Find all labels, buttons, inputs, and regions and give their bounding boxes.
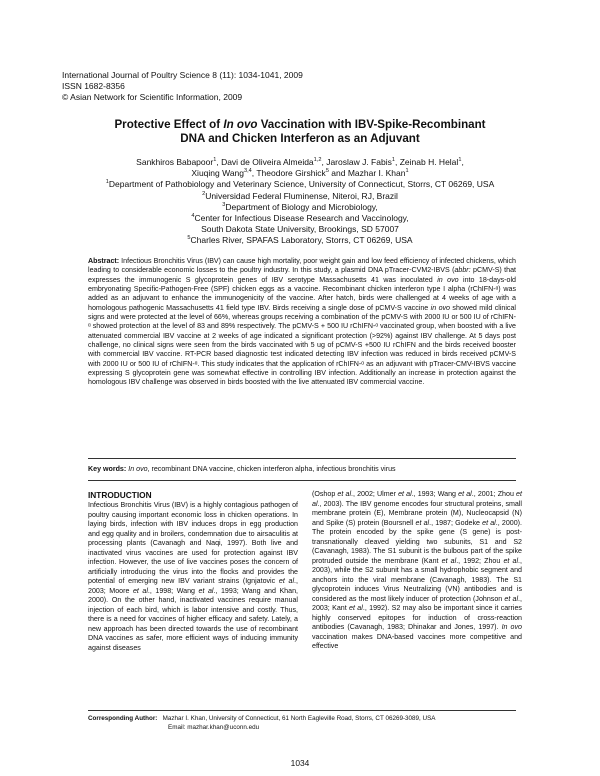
affiliation: $^3$Department of Biology and Microbiology, [222,201,378,212]
corresponding-label: Corresponding Author: [88,715,158,722]
affiliation: $^4$Center for Infectious Disease Research and Vaccinology, [191,213,409,224]
section-heading: INTRODUCTION [88,490,152,500]
journal-issn: ISSN 1682-8356 [62,81,125,91]
author-line-2: Xiuqing Wang$^{3,4}$, Theodore Girshick$^5$ and Mazhar I. Khan$^1$ [191,168,409,179]
title-line-1: Protective Effect of In ovo Vaccination with IBV-Spike-Recombinant [114,118,486,131]
footer-divider [88,710,516,711]
intro-column-left [88,489,298,653]
divider [88,480,516,481]
paragraph: Infectious Bronchitis Virus (IBV) is a highly contagious pathogen of poultry causing important economic loss in chicken operations. In laying birds, infection with IBV induces drops in egg production and egg quality and in broilers, condemnation due to airsaculitis at processing plants (Cavanagh and Naqi, 1997). Both live and inactivated virus vaccines are used for protection against IBV infection. However, the use of live vaccines poses the concern of artificially introducing the virus into the flocks and provides the potential of emerging new IBV variant strains (Ignjatovic et al., 2003; Moore et al., 1998; Wang et al., 1993; Wang and Khan, 2000). On the other hand, inactivated vaccines require manual injection of each bird, which is labor intensive and costly. Thus, there is a need for vaccines of higher efficacy and safety. Lately, a new approach has been directed towards the use of recombinant DNA vaccines as safer, more efficient ways of inducing immunity against diseases [88,501,298,652]
paper-title [60,118,540,146]
page-number: 1034 [290,758,310,768]
affiliation: $^2$Universidad Federal Fluminense, Niteroi, RJ, Brazil [202,190,398,201]
paragraph: (Oshop et al., 2002; Ulmer et al., 1993; Wang et al., 2001; Zhou et al., 2003). The IBV genome encodes four structural proteins, small membrane protein (E), Membrane protein (M), Nucleocapsid (N) and Spike (S) protein (Boursnell et al., 1987; Godeke et al., 2000). The protein encoded by the spike gene (S gene) is post-transnationally cleaved yielding two subunits, S1 and S2 (Cavanagh, 1983). The S1 subunit is the bulbous part of the spike protruded outside the membrane (Kant et al., 1992; Zhou et al., 2003), while the S2 subunit has a small hydrophobic segment and anchors into the viral membrane (Cavanagh, 1983). The S1 glycoprotein induces Virus Neutralizing (VN) antibodies and is considered as the most likely inducer of protection (Johnson et al., 2003; Kant et al., 1992). S2 may also be important since it carries highly conserved epitopes for induction of cross-reaction antibodies (Cavanagh, 1983; Dhinakar and Jones, 1997). In ovo vaccination makes DNA-based vaccines more competitive and effective [312,490,522,651]
email: Email: mazhar.khan@uconn.edu [168,723,260,731]
abstract-label: Abstract: [88,257,120,265]
affiliation: South Dakota State University, Brookings, SD 57007 [201,224,399,235]
abstract: Abstract: Infectious Bronchitis Virus (IBV) can cause high mortality, poor weight gain and low feed efficiency of infected chickens, which leading to considerable economic losses to the poultry industry. In this study, a plasmid DNA pTracer-CVM2-IBVS (abbr: pCMV-S) that expresses the immunogenic S glycoprotein genes of IBV serotype Massachusetts 41 was inoculated in ovo into 18-days-old embryonating Specific-Pathogen-Free (SPF) chicken eggs as a vaccine. Recombinant chicken interferon type I alpha (rChIFN-ᵅ) was added as an adjuvant to enhance the immunogenicity of the vaccine. After hatch, birds were challenged at 4 weeks of age with a homologous pathogenic Massachusetts 41 field type IBV. Birds receiving a single dose of pCMV-S vaccine in ovo showed mild clinical signs and were protected at the level of 66%, whereas groups receiving a combination of the pCMV-S with 2000 IU or 500 IU of rChIFN-ᵅ showed protection at the level of 83 and 89% respectively. The pCMV-S + 500 IU rChIFN-ᵅ vaccinated group, when boosted with a live attenuated commercial IBV vaccine at 2 weeks of age indicated a significant protection (>92%) against IBV challenge. At 5 days post challenge, no clinical signs were seen from the birds vaccinated with 5 ug of pCMV-S +500 IU rChIFN and the birds received booster with commercial IBV vaccine. RT-PCR based diagnostic test indicated detecting IBV infection was reduced in birds received pCMV-S with 2000 IU or 500 IU of rChIFN-ᵅ. This study indicates that the application of rChIFN-ᵅ as an adjuvant with pTracer-CMV-IBVS vaccine expressing S glycoprotein gene was somewhat effective in controlling IBV infection. Additionally an increase in protection against the homologous IBV challenge was observed in birds boosted with the live attenuated IBV commercial vaccine. [88,257,516,387]
journal-copyright: © Asian Network for Scientific Information, 2009 [62,92,243,102]
keywords-label: Key words: [88,465,127,473]
keywords: Key words: In ovo, recombinant DNA vaccine, chicken interferon alpha, infectious bronchitis virus [88,465,396,473]
corresponding-author: Corresponding Author: Mazhar I. Khan, University of Connecticut, 61 North Eagleville Road, Storrs, CT 06269-3089, USA Email: mazhar.khan@uconn.edu [88,715,528,732]
affiliation: $^5$Charles River, SPAFAS Laboratory, Storrs, CT 06269, USA [187,235,413,246]
divider [88,458,516,459]
author-block [60,157,540,247]
author-line-1: Sankhiros Babapoor$^1$, Davi de Oliveira Almeida$^{1,2}$, Jaroslaw J. Fabis$^1$, Zeinab H. Helal$^1$, [136,157,464,167]
journal-header [62,70,303,103]
intro-column-right [312,490,522,652]
journal-citation: International Journal of Poultry Science 8 (11): 1034-1041, 2009 [62,70,303,80]
affiliation: $^1$Department of Pathobiology and Veterinary Science, University of Connecticut, Storrs, CT 06269, USA [105,179,495,190]
title-line-2: DNA and Chicken Interferon as an Adjuvant [180,132,420,145]
